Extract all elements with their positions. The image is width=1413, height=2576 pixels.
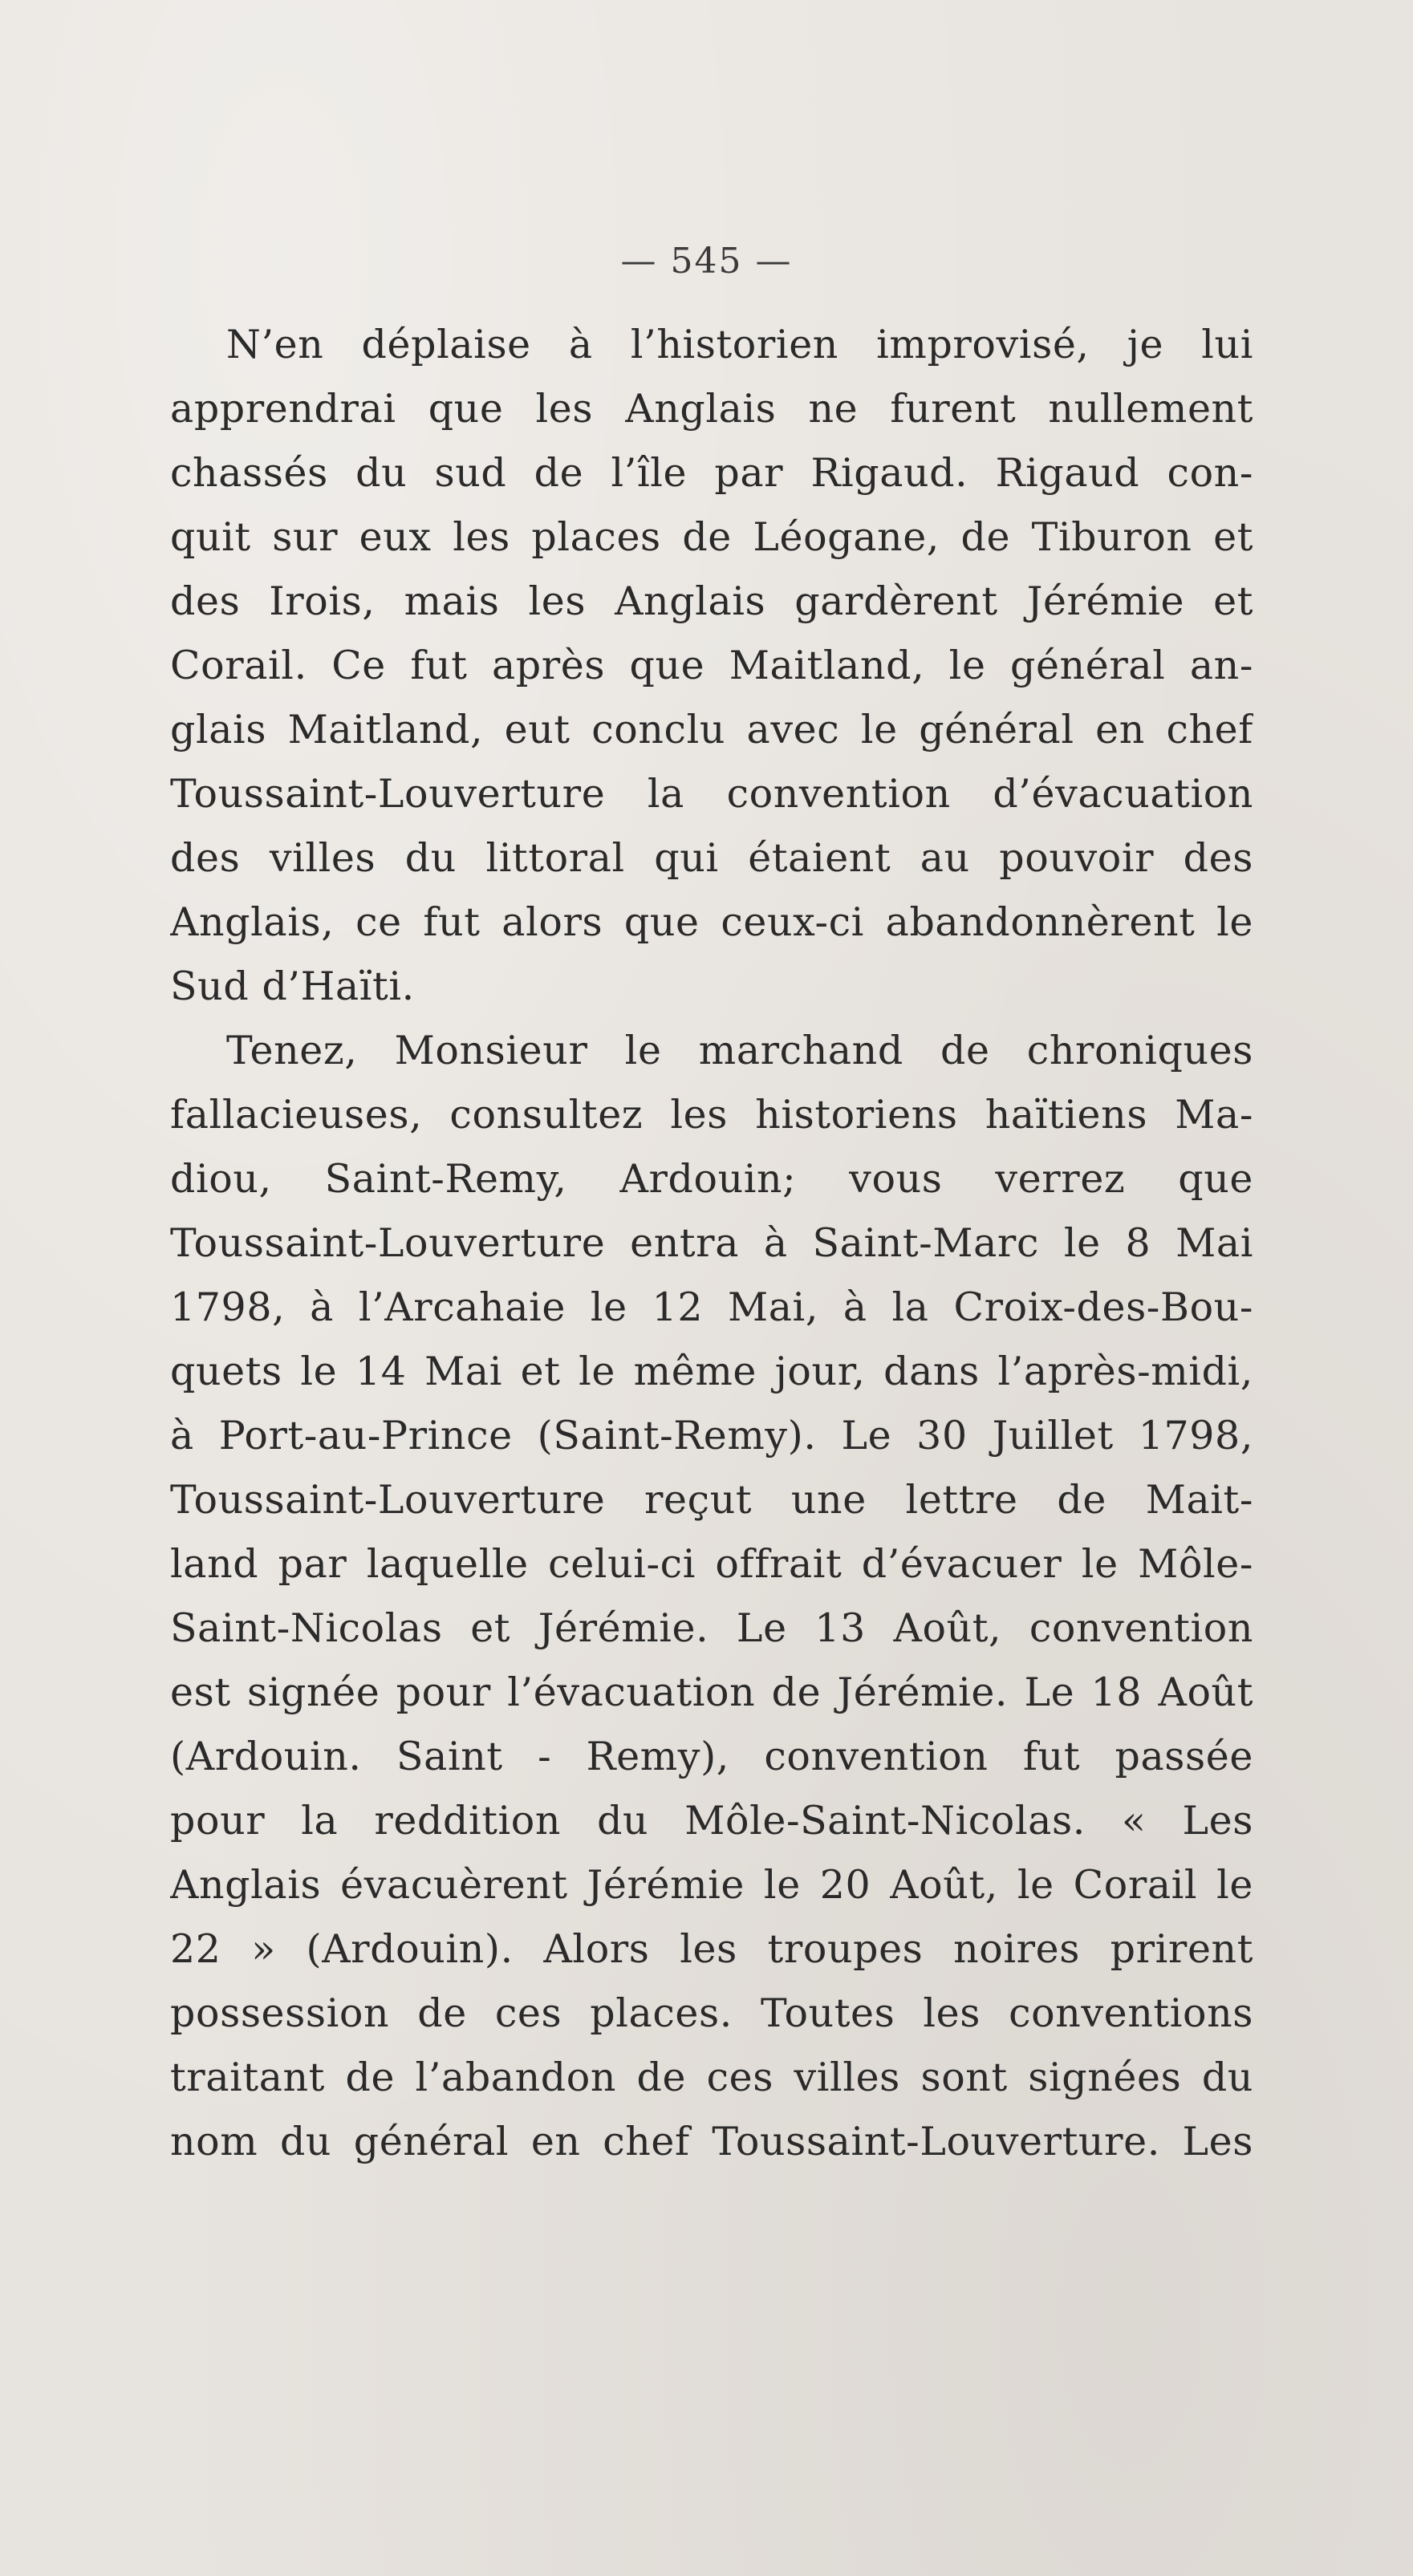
text-line: 22 » (Ardouin). Alors les troupes noires prirent	[170, 1926, 1253, 1972]
text-line: possession de ces places. Toutes les conventions	[170, 1990, 1253, 2036]
text-line: Anglais, ce fut alors que ceux-ci abandonnèrent le	[170, 899, 1253, 945]
text-line: glais Maitland, eut conclu avec le général en chef	[170, 707, 1253, 753]
text-line: diou, Saint-Remy, Ardouin; vous verrez que	[170, 1156, 1253, 1202]
text-line: pour la reddition du Môle-Saint-Nicolas. « Les	[170, 1798, 1253, 1844]
text-line: Tenez, Monsieur le marchand de chroniques	[226, 1028, 1253, 1073]
text-line: Toussaint-Louverture entra à Saint-Marc le 8 Mai	[170, 1220, 1253, 1266]
text-line: quets le 14 Mai et le même jour, dans l’après-midi,	[170, 1349, 1253, 1394]
text-line: des villes du littoral qui étaient au pouvoir des	[170, 835, 1253, 881]
text-line: Saint-Nicolas et Jérémie. Le 13 Août, convention	[170, 1605, 1253, 1651]
text-line: Corail. Ce fut après que Maitland, le général an-	[170, 643, 1253, 688]
text-line: N’en déplaise à l’historien improvisé, je lui	[226, 322, 1253, 367]
text-line: est signée pour l’évacuation de Jérémie. Le 18 Août	[170, 1669, 1253, 1715]
text-line: 1798, à l’Arcahaie le 12 Mai, à la Croix-des-Bou-	[170, 1284, 1253, 1330]
text-line: land par laquelle celui-ci offrait d’évacuer le Môle-	[170, 1541, 1253, 1587]
text-line: fallacieuses, consultez les historiens haïtiens Ma-	[170, 1092, 1253, 1138]
text-line: chassés du sud de l’île par Rigaud. Rigaud con-	[170, 450, 1253, 496]
text-line: Toussaint-Louverture reçut une lettre de Mait-	[170, 1477, 1253, 1523]
text-line: à Port-au-Prince (Saint-Remy). Le 30 Juillet 1798,	[170, 1413, 1253, 1458]
text-line: Anglais évacuèrent Jérémie le 20 Août, le Corail le	[170, 1862, 1253, 1908]
text-line: apprendrai que les Anglais ne furent nullement	[170, 386, 1253, 432]
text-line: Toussaint-Louverture la convention d’évacuation	[170, 771, 1253, 817]
body-text	[170, 313, 1253, 2174]
text-line: nom du général en chef Toussaint-Louverture. Les	[170, 2119, 1253, 2164]
text-line: (Ardouin. Saint - Remy), convention fut passée	[170, 1734, 1253, 1779]
text-line: des Irois, mais les Anglais gardèrent Jérémie et	[170, 578, 1253, 624]
text-line: traitant de l’abandon de ces villes sont signées du	[170, 2055, 1253, 2100]
page-number: — 545 —	[620, 241, 793, 282]
text-line: Sud d’Haïti.	[170, 963, 415, 1009]
text-line: quit sur eux les places de Léogane, de Tiburon et	[170, 514, 1253, 560]
